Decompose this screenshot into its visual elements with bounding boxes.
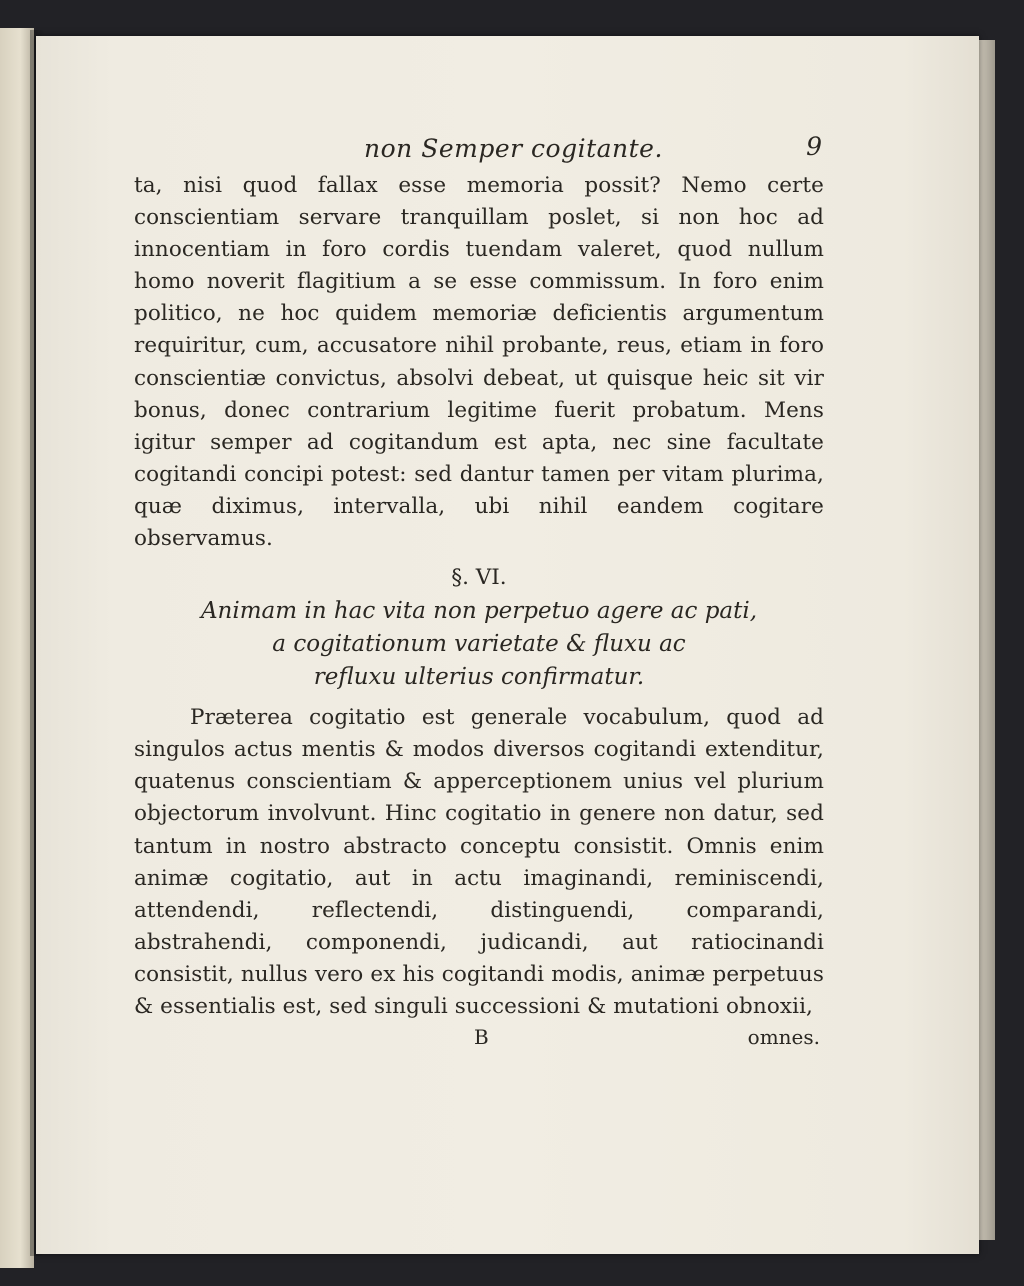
catchword: omnes.: [747, 1025, 820, 1050]
page-header: [134, 114, 824, 166]
page-footer: [134, 1025, 824, 1057]
running-title: non Semper cogitante.: [364, 134, 663, 163]
signature-mark: B: [474, 1025, 489, 1050]
facing-page-edge: [0, 28, 34, 1268]
section-title-line-2: a cogitationum varietate & fluxu ac: [272, 631, 686, 658]
paragraph-2: Præterea cogitatio est generale vocabulum, quod ad singulos actus mentis & modos diversos cogitandi extenditur, quatenus conscientiam & apperceptionem unius vel plurium objectorum involvunt. Hinc cogitatio in genere non datur, sed tantum in nostro abstracto conceptu consistit. Omnis enim animæ cogitatio, aut in actu imaginandi, reminiscendi, attendendi, reflectendi, distinguendi, comparandi, abstrahendi, componendi, judicandi, aut ratiocinandi consistit, nullus vero ex his cogitandi modis, animæ perpetuus & essentialis est, sed singuli successioni & mutationi obnoxii,: [134, 705, 824, 1019]
section-title-line-1: Animam in hac vita non perpetuo agere ac pati,: [200, 598, 758, 625]
page-stack-edge: [979, 40, 995, 1240]
book-page: [36, 36, 979, 1254]
page-number: 9: [806, 132, 822, 161]
section-title: [134, 595, 824, 694]
text-block: [134, 114, 824, 1057]
paragraph-1: ta, nisi quod fallax esse memoria possit? Nemo certe conscientiam servare tranquillam poslet, si non hoc ad innocentiam in foro cordis tuendam valeret, quod nullum homo noverit flagitium a se esse commissum. In foro enim politico, ne hoc quidem memoriæ deficientis argumentum requiritur, cum, accusatore nihil probante, reus, etiam in foro conscientiæ convictus, absolvi debeat, ut quisque heic sit vir bonus, donec contrarium legitime fuerit probatum. Mens igitur semper ad cogitandum est apta, nec sine facultate cogitandi concipi potest: sed dantur tamen per vitam plurima, quæ diximus, intervalla, ubi nihil eandem cogitare observamus.: [134, 173, 824, 552]
section-mark: §. VI.: [451, 565, 507, 591]
section-title-line-3: refluxu ulterius confirmatur.: [313, 664, 645, 691]
